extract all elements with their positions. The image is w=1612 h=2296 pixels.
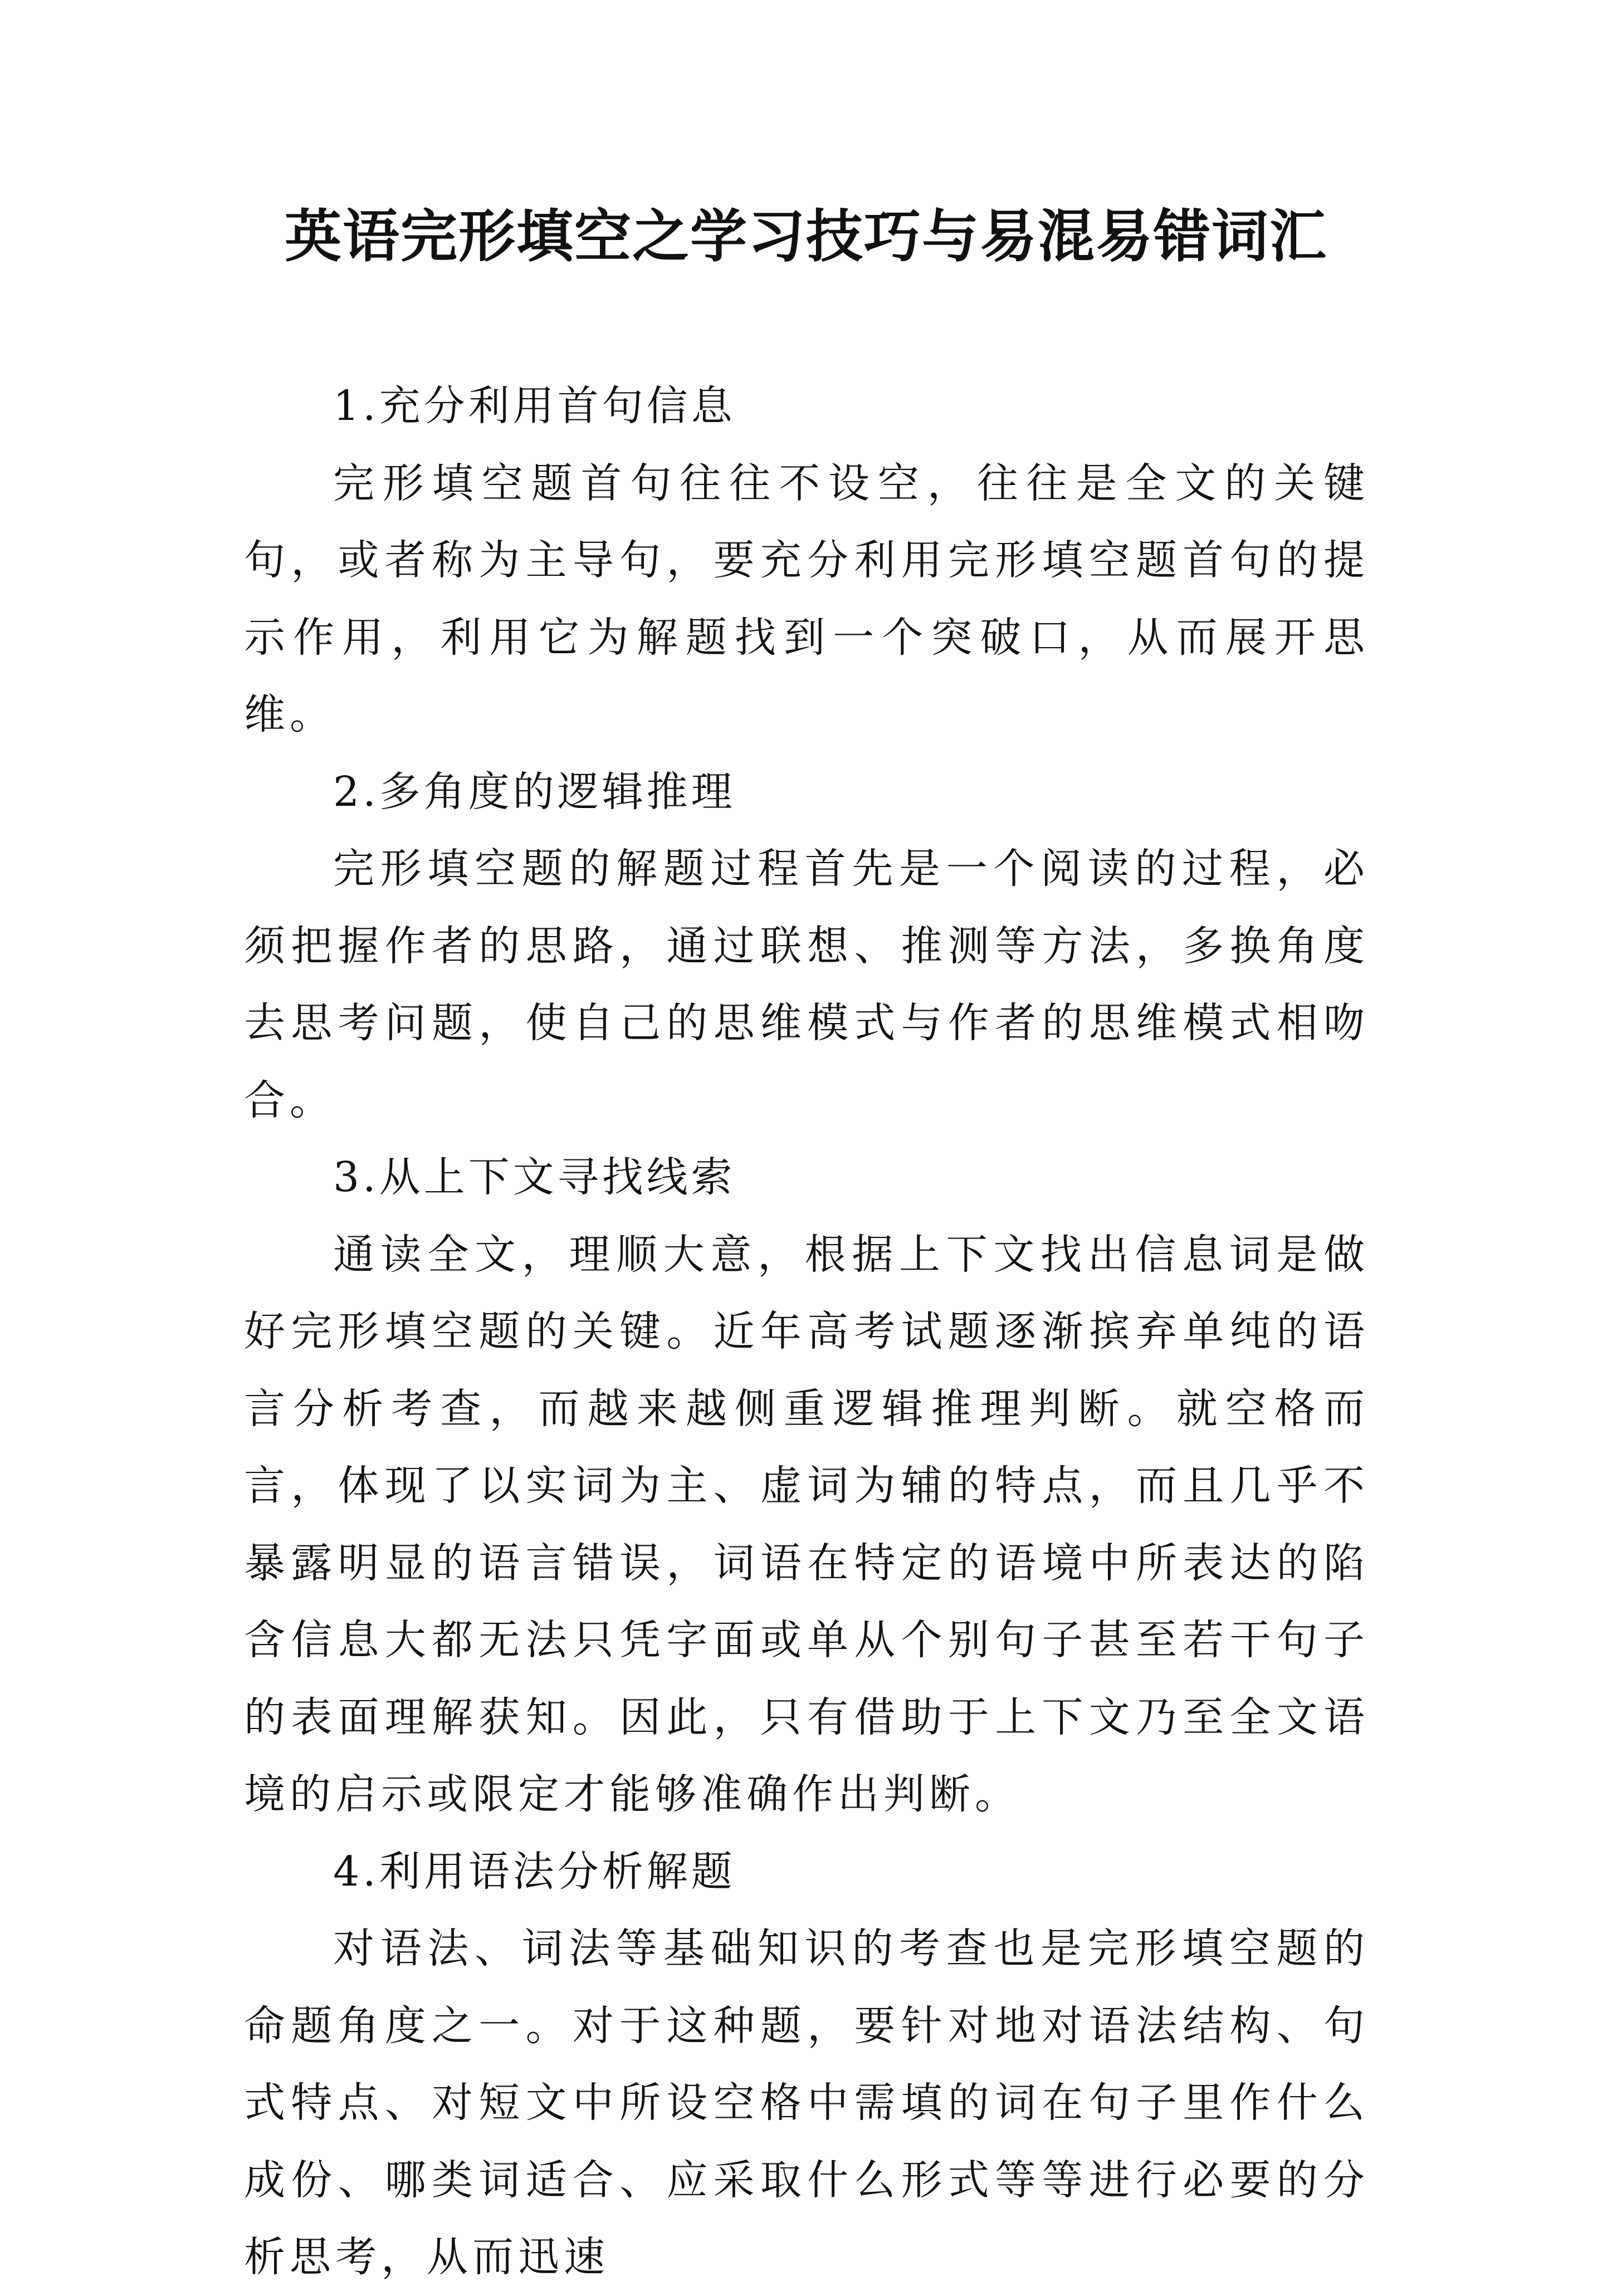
section-heading-3: 3.从上下文寻找线索 <box>333 1153 736 1201</box>
section-heading-4: 4.利用语法分析解题 <box>333 1847 736 1896</box>
section-heading-2: 2.多角度的逻辑推理 <box>333 767 736 816</box>
paragraph-2: 完形填空题的解题过程首先是一个阅读的过程，必须把握作者的思路，通过联想、推测等方法，多换角度去思考问题，使自己的思维模式与作者的思维模式相吻合。 <box>244 845 1369 1124</box>
paragraph-3: 通读全文，理顺大意，根据上下文找出信息词是做好完形填空题的关键。近年高考试题逐渐摈弃单纯的语言分析考查，而越来越侧重逻辑推理判断。就空格而言，体现了以实词为主、虚词为辅的特点，而且几乎不暴露明显的语言错误，词语在特定的语境中所表达的陷含信息大都无法只凭字面或单从个别句子甚至若干句子的表面理解获知。因此，只有借助于上下文乃至全文语境的启示或限定才能够准确作出判断。 <box>244 1230 1369 1818</box>
paragraph-4: 对语法、词法等基础知识的考查也是完形填空题的命题角度之一。对于这种题，要针对地对语法结构、句式特点、对短文中所设空格中需填的词在句子里作什么成份、哪类词适合、应采取什么形式等等进行必要的分析思考，从而迅速 <box>244 1925 1369 2281</box>
paragraph-1: 完形填空题首句往往不设空，往往是全文的关键句，或者称为主导句，要充分利用完形填空题首句的提示作用，利用它为解题找到一个突破口，从而展开思维。 <box>244 459 1369 738</box>
document-body <box>244 368 1369 2296</box>
document-title: 英语完形填空之学习技巧与易混易错词汇 <box>285 203 1327 270</box>
section-heading-1: 1.充分利用首句信息 <box>333 382 736 430</box>
